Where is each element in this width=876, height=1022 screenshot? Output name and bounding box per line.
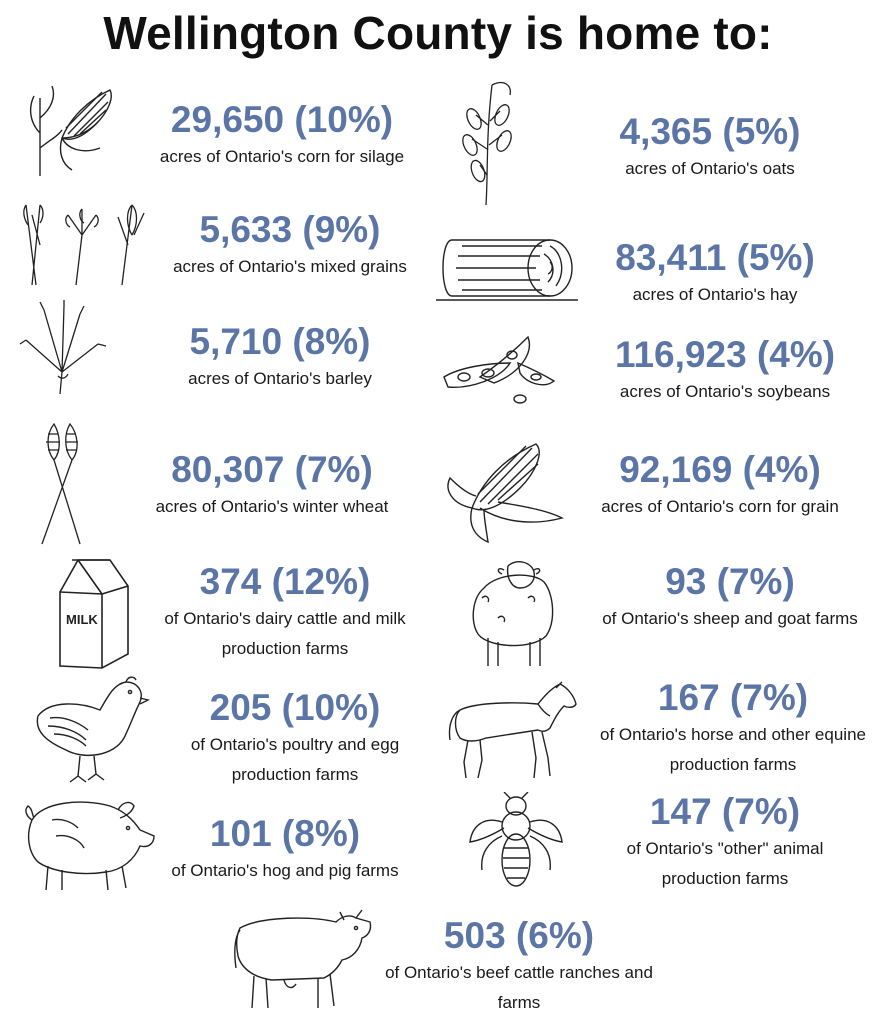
stat-description: acres of Ontario's oats — [625, 159, 795, 178]
stat-value: 205 (10%) — [209, 687, 381, 728]
stat-winter-wheat — [122, 448, 422, 522]
pig-icon — [22, 790, 158, 894]
stat-description: of Ontario's beef cattle ranches and farms — [385, 963, 653, 1012]
stat-value: 92,169 (4%) — [619, 449, 821, 490]
stat-description: acres of Ontario's hay — [632, 285, 798, 304]
chicken-icon — [30, 676, 150, 784]
page-title: Wellington County is home to: — [103, 7, 773, 59]
stat-description: of Ontario's "other" animal production farms — [626, 839, 824, 888]
stat-value: 503 (6%) — [443, 915, 595, 956]
stat-description: of Ontario's hog and pig farms — [171, 861, 399, 880]
corn-cob-icon — [442, 438, 572, 543]
stat-oats — [560, 110, 860, 184]
stat-value: 29,650 (10%) — [170, 99, 394, 140]
stat-mixed-grains — [150, 208, 430, 282]
stat-value: 83,411 (5%) — [615, 237, 815, 278]
stat-description: acres of Ontario's barley — [188, 369, 372, 388]
corn-stalk-icon — [22, 78, 122, 178]
stat-value: 5,633 (9%) — [199, 209, 381, 250]
hay-bale-icon — [432, 232, 582, 304]
milk-label: MILK — [66, 612, 98, 627]
stat-horse — [588, 676, 876, 780]
bee-icon — [466, 792, 566, 892]
stat-value: 5,710 (8%) — [189, 321, 371, 362]
oat-icon — [452, 75, 522, 207]
stat-description: acres of Ontario's mixed grains — [173, 257, 407, 276]
stat-value: 374 (12%) — [199, 561, 371, 602]
sheep-icon — [468, 558, 558, 668]
stat-hay — [570, 236, 860, 310]
stat-description: of Ontario's dairy cattle and milk production farms — [164, 609, 406, 658]
stat-description: acres of Ontario's soybeans — [619, 382, 831, 401]
stat-value: 116,923 (4%) — [614, 334, 836, 375]
stat-description: acres of Ontario's winter wheat — [155, 497, 389, 516]
stat-beef-cattle — [376, 914, 662, 1018]
stat-description: of Ontario's horse and other equine production farms — [600, 725, 866, 774]
mixed-grains-icon — [12, 195, 152, 287]
wheat-icon — [32, 420, 92, 545]
stat-soybeans — [575, 333, 875, 407]
stat-corn-silage — [122, 98, 442, 172]
stat-description: of Ontario's poultry and egg production farms — [190, 735, 400, 784]
stat-description: acres of Ontario's corn for grain — [601, 497, 839, 516]
stat-corn-grain — [560, 448, 876, 522]
cow-icon — [232, 908, 376, 1014]
milk-carton-icon — [52, 556, 132, 670]
stat-hog-pig — [150, 812, 420, 886]
stat-description: acres of Ontario's corn for silage — [159, 147, 405, 166]
stat-value: 4,365 (5%) — [619, 111, 801, 152]
barley-icon — [18, 300, 108, 395]
stat-sheep-goat — [595, 560, 865, 634]
horse-icon — [446, 680, 580, 780]
stat-dairy — [150, 560, 420, 664]
stat-value: 101 (8%) — [209, 813, 361, 854]
stat-barley — [140, 320, 420, 394]
stat-value: 80,307 (7%) — [171, 449, 373, 490]
stat-value: 147 (7%) — [649, 791, 801, 832]
stat-poultry — [150, 686, 440, 790]
stat-other-animal — [585, 790, 865, 894]
stat-description: of Ontario's sheep and goat farms — [602, 609, 858, 628]
stat-value: 93 (7%) — [665, 561, 795, 602]
soybean-icon — [440, 333, 560, 408]
stat-value: 167 (7%) — [657, 677, 809, 718]
